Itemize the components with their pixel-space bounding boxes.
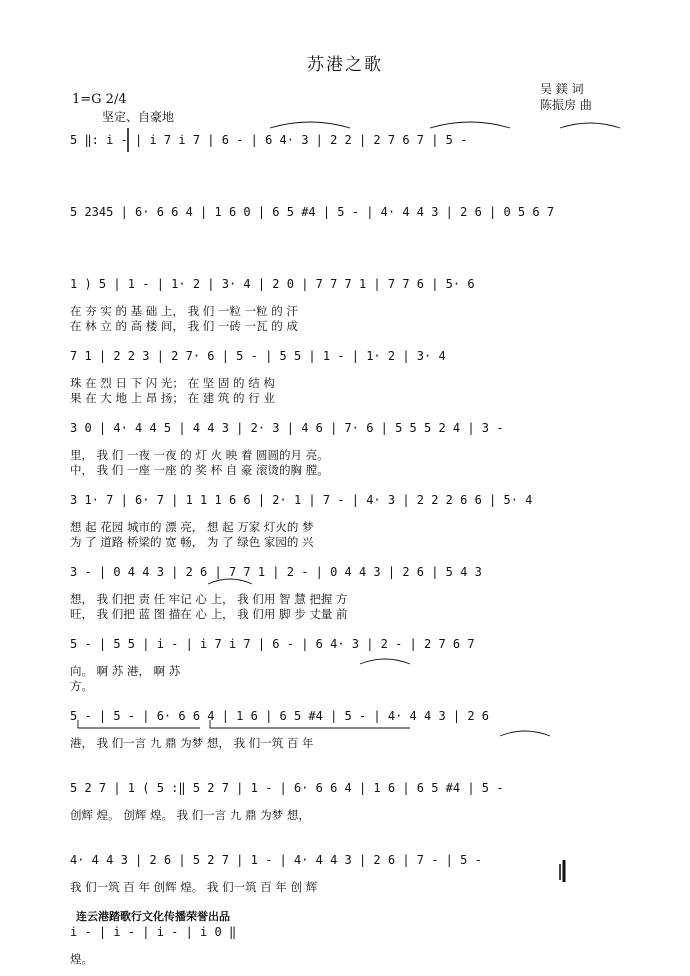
notation-line: 5 2 7 | 1 ( 5 :‖ 5 2 7 | 1 - | 6· 6 6 4 | 1 6 | 6 5 #4 | 5 - <box>70 781 504 795</box>
lyric-line: 为 了 道路 桥梁的 宽 畅， 为 了 绿色 家园的 兴 <box>70 535 314 549</box>
notation-line: 3 0 | 4· 4 4 5 | 4 4 3 | 2· 3 | 4 6 | 7· 6 | 5 5 5 2 4 | 3 - <box>70 421 504 435</box>
lyric-line: 里， 我 们 一夜 一夜 的 灯 火 映 着 圆圆的月 亮。 <box>70 448 329 462</box>
lyric-line: 中， 我 们 一座 一座 的 奖 杯 自 豪 滚烫的胸 膛。 <box>70 463 329 477</box>
notation-line: 3 - | 0 4 4 3 | 2 6 | 7 7 1 | 2 - | 0 4 4 3 | 2 6 | 5 4 3 <box>70 565 482 579</box>
lyric-line: 我 们一筑 百 年 创辉 煌。 我 们一筑 百 年 创 辉 <box>70 880 318 894</box>
lyric-line: 珠 在 烈 日 下 闪 光； 在 坚 固 的 结 构 <box>70 376 275 390</box>
lyric-line: 果 在 大 地 上 昂 扬； 在 建 筑 的 行 业 <box>70 391 275 405</box>
notation-line: 5 2345 | 6· 6 6 4 | 1 6 0 | 6 5 #4 | 5 - | 4· 4 4 3 | 2 6 | 0 5 6 7 <box>70 205 555 219</box>
song-title: 苏港之歌 <box>307 55 383 75</box>
lyric-line: 方。 <box>70 679 93 693</box>
lyric-line: 向。 啊 苏 港， 啊 苏 <box>70 664 181 678</box>
lyric-line: 在 夯 实 的 基 础 上， 我 们 一粒 一粒 的 汗 <box>70 304 298 318</box>
notation-line: 7 1 | 2 2 3 | 2 7· 6 | 5 - | 5 5 | 1 - | 1· 2 | 3· 4 <box>70 349 446 363</box>
key-signature: 1=G 2/4 <box>72 92 127 107</box>
notation-line: i - | i - | i - | i 0 ‖ <box>70 925 237 939</box>
notation-line: 3 1· 7 | 6· 7 | 1 1 1 6 6 | 2· 1 | 7 - | 4· 3 | 2 2 2 6 6 | 5· 4 <box>70 493 533 507</box>
lyric-line: 港， 我 们一言 九 鼎 为梦 想， 我 们一筑 百 年 <box>70 736 314 750</box>
lyric-line: 想 起 花园 城市的 漂 亮， 想 起 万家 灯火的 梦 <box>70 520 314 534</box>
lyric-line: 想， 我 们把 责 任 牢记 心 上， 我 们用 智 慧 把握 方 <box>70 592 348 606</box>
lyric-line: 煌。 <box>70 952 93 966</box>
notation-line: 1 ) 5 | 1 - | 1· 2 | 3· 4 | 2 0 | 7 7 7 1 | 7 7 6 | 5· 6 <box>70 277 475 291</box>
notation-line: 5 - | 5 - | 6· 6 6 4 | 1 6 | 6 5 #4 | 5 - | 4· 4 4 3 | 2 6 <box>70 709 490 723</box>
notation-line: 5 ‖: i - | i 7 i 7 | 6 - | 6 4· 3 | 2 2 | 2 7 6 7 | 5 - <box>70 133 468 147</box>
lyric-line: 在 林 立 的 高 楼 间， 我 们 一砖 一瓦 的 成 <box>70 319 298 333</box>
lyricist-credit: 吴 鎂 词 <box>540 82 584 96</box>
notation-line: 4· 4 4 3 | 2 6 | 5 2 7 | 1 - | 4· 4 4 3 | 2 6 | 7 - | 5 - <box>70 853 482 867</box>
publisher-footer: 连云港踏歌行文化传播荣誉出品 <box>76 910 230 923</box>
notation-line: 5 - | 5 5 | i - | i 7 i 7 | 6 - | 6 4· 3 | 2 - | 2 7 6 7 <box>70 637 475 651</box>
composer-credit: 陈振房 曲 <box>540 98 592 112</box>
lyric-line: 创辉 煌。 创辉 煌。 我 们一言 九 鼎 为梦 想， <box>70 808 310 822</box>
tempo-marking: 坚定、自豪地 <box>102 110 175 124</box>
lyric-line: 旺， 我 们把 蓝 图 描在 心 上， 我 们用 脚 步 丈量 前 <box>70 607 348 621</box>
